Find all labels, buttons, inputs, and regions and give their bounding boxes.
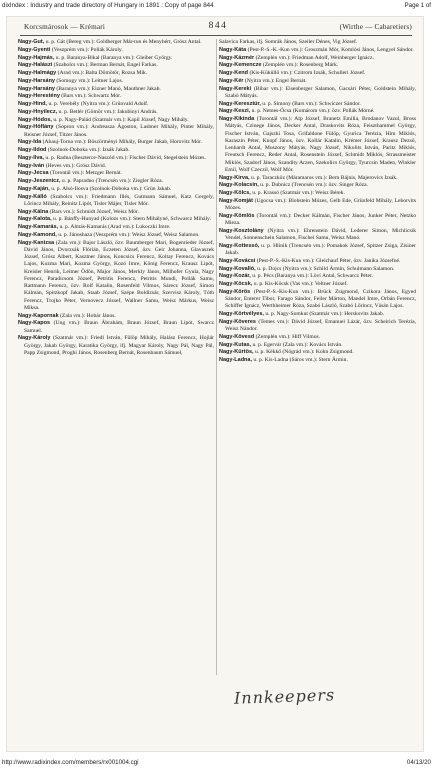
entry-place-name: Nagy-Gyenti	[18, 46, 51, 53]
entry-text: (Pest-P.-S.-K.-Kun vm.): Groszmán Mór, Komlósi János, Lengyel Sándor.	[247, 46, 414, 53]
entry-text: (Bars vm.): Schmidt József, Weisz Mór.	[49, 208, 139, 215]
entry-place-name: Nagy-Jeszenicz,	[18, 178, 61, 184]
entry-text: (Veszprém vm.): Pollák Károly.	[51, 46, 123, 53]
entry-text: u. p. Simony (Bars vm.): Schwiczer Sándor.	[262, 100, 361, 107]
directory-entry	[219, 273, 416, 280]
entry-text: (Sopron vm.): Andreasza Ágoston, Lasbner Mihály, Pinter Mihály, Reisner József, Titzer János.	[24, 124, 214, 138]
entry-place-name: Nagy-Hind,	[18, 101, 48, 107]
entry-text: (Torontál vm.): Metzger Bernát.	[49, 170, 122, 177]
directory-entry	[18, 70, 214, 77]
entry-place-name: Nagy-Hajmás,	[18, 54, 55, 61]
directory-entry	[219, 228, 416, 243]
directory-entry	[18, 224, 214, 231]
entry-text: (Baranya vm.): Eizner Manó, Mauthner Jakab.	[56, 85, 161, 92]
entry-text: u. p. Pécs (Baranya vm.): Löví Antal, Schwarcz Péter.	[252, 273, 373, 280]
entry-text: (Zemplén vm.): Rosenberg Márk.	[262, 62, 339, 69]
directory-entry	[219, 86, 416, 101]
entry-place-name: Nagy-Kapornak	[18, 312, 59, 319]
directory-entry	[18, 55, 214, 62]
entry-text: (Kis-Küküllő vm.): Czitrom Izsák, Schulleri József.	[249, 70, 366, 76]
directory-entry	[219, 116, 416, 174]
running-head	[24, 21, 412, 33]
entry-text: u. p. Verebély (Nyitra vm.): Grünvald Adolf.	[48, 101, 149, 107]
directory-entry	[219, 198, 416, 213]
entry-place-name: Nagy-Kottessó,	[219, 242, 260, 249]
directory-entry	[18, 186, 214, 193]
directory-entry	[219, 175, 416, 182]
page-number: 844	[208, 21, 228, 31]
entry-text: (Ung vm.): Braun Ábrahám, Braun József, Braun Lipót, Swarcz Samuel.	[24, 320, 214, 334]
directory-entry	[219, 182, 416, 189]
entry-place-name: Nagy-Kálló	[18, 193, 47, 200]
entry-text: (Ugocsa vm.): Blobstein Mózes, Gelb Ede, Grünfeld Mihály, Leborvits Mózes.	[225, 197, 416, 211]
directory-entry	[219, 243, 416, 258]
running-head-left: Korcsmárosok — Krémari	[24, 23, 106, 31]
directory-entry	[18, 147, 214, 154]
print-footer-date: 04/13/20	[406, 759, 431, 766]
directory-entry	[18, 335, 214, 357]
browser-print-header	[0, 0, 433, 12]
entry-place-name: Nagy-Kovácsi	[219, 257, 256, 264]
entry-text: u. p. Egervár (Zala vm.): Kovács István.	[252, 341, 343, 348]
directory-entry	[219, 281, 416, 288]
entry-place-name: Nagy-Kamond,	[18, 231, 57, 238]
column-divider	[216, 39, 217, 675]
directory-entry	[18, 139, 214, 146]
directory-entry	[219, 213, 416, 228]
directory-entry	[18, 62, 214, 69]
directory-entry	[219, 78, 416, 85]
print-header-page-count: Page 1 of	[404, 2, 431, 9]
entry-text: u. p. Nagy-Somkut (Szatmár vm.): Herskovits Jakab.	[265, 311, 385, 317]
left-column	[18, 39, 214, 677]
entry-place-name: Nagy-Ida	[18, 139, 42, 146]
entry-place-name: Nagy-Herestény	[18, 93, 60, 100]
entry-text: (Temes vm.): Dávid József, Emanuel Lázár, özv. Scheirich Terézia, Weisz Nándor.	[225, 318, 416, 332]
directory-entry	[18, 313, 214, 320]
directory-entry	[18, 194, 214, 209]
entry-place-name: Nagy-Kosztolány	[219, 227, 264, 234]
entry-place-name: Nagy-Hódos,	[18, 116, 52, 123]
directory-entry	[18, 163, 214, 170]
directory-entry	[18, 240, 214, 313]
entry-text: u. p. Papradno (Trencsén vm.): Ziegler Róza.	[61, 178, 163, 184]
entry-place-name: Nagy-Köcsk,	[219, 281, 253, 287]
entry-text: u. p. Betlér (Gömör vm.): Jakubinyi András.	[58, 108, 158, 115]
directory-entry	[18, 178, 214, 185]
directory-entry	[18, 170, 214, 177]
entry-place-name: Nagy-Harsány	[18, 85, 55, 92]
entry-place-name: Nagy-Kapos	[18, 320, 51, 327]
directory-entry	[219, 349, 416, 356]
entry-text: (Pest-P.-S.-Kis-Kun vm.): Brück Zsigmond, Czikora János, Egyed Sándor, Enterer Tibor, Farago Sándor, Feiler Márton, Mandel Imre, Orbán Ferencz, Schiffer Ignácz, Werthheimer Róza, Szabó László, Szabó Lőrincz, Vásán Lajos.	[225, 288, 416, 310]
entry-place-name: Nagy-Ilva,	[18, 154, 44, 161]
entry-text: u. p. Almás-Kamarás (Arad vm.): Lukoczki Imre.	[59, 224, 171, 230]
entry-text: u. p. Nagy-Palád (Szatmár vm.): Kapil József, Nagy Mihály.	[53, 116, 189, 123]
entry-place-name: Nagy-Kikinda	[219, 116, 255, 122]
entry-place-name: Nagy-Kamarás,	[18, 224, 59, 230]
entry-place-name: Nagy-Kálna	[18, 208, 49, 215]
entry-place-name: Nagy-Kér	[219, 77, 244, 84]
entry-text: (Bihar vm.): Eisenberger Salamon, Gacsári Péter, Goldstein Mihály, Szabó Mátyás.	[225, 85, 416, 99]
directory-entry	[18, 216, 214, 223]
entry-place-name: Nagy-Ladna,	[219, 357, 253, 363]
print-header-title: dixIndex : Industry and trade directory of Hungary in 1891 : Copy of page 844	[2, 2, 214, 9]
directory-entry	[18, 109, 214, 116]
entry-place-name: Nagy-Keszi,	[219, 108, 251, 115]
entry-text: (Heves vm.): Grósz Dávid.	[45, 162, 107, 169]
entry-place-name: Nagy-Iván	[18, 162, 45, 169]
directory-entry	[219, 357, 416, 364]
entry-text: Salavica Farkas, ifj. Somrák János, Szeiler Dénes, Vig József.	[219, 39, 358, 45]
directory-entry	[18, 93, 214, 100]
entry-text: (Nyitra vm.): Ehrenstein Dávid, Lederer Simon, Michlicsik Vendel, Sonnenschein Salamon, Fischel Samu, Weisz Manó.	[225, 227, 416, 241]
entry-place-name: Nagy-Ildod	[18, 147, 47, 153]
scanned-directory-page	[6, 16, 424, 752]
entry-text: u. p. Kis-Ladna (Sáros vm.): Stern Ármin.	[253, 357, 348, 363]
entry-text: (Pest-P.-S.-Kis-Kun vm.): Gleichauf Péter, özv. Janika Józsefné.	[256, 257, 401, 264]
entry-text: (Zemplén vm.): Friedman Adolf, Weinberger Ignácz.	[255, 54, 374, 61]
entry-text: (Szatmár vm.): Friedl István, Fülöp Mihály, Halász Ferencz, Hojlár György, Jakab György, Karatika György, ifj. Magyar Károly, Nagy Pál, Nagy Pál, Papp Zsigmond, Proghi János, Rosenberg Bernát, Rosenbaum Sámuel,	[24, 335, 214, 356]
directory-entry	[18, 86, 214, 93]
entry-text: u. p. Dojcs (Nyitra vm.): Schild Ármin, Schulmann Salamon.	[257, 265, 395, 272]
entry-place-name: Nagy-Kutas,	[219, 341, 252, 348]
directory-entry	[18, 117, 214, 124]
entry-text: u. p. Radna (Beszterce-Naszód vm.): Fischer Dávid, Stegelstein Mózes.	[45, 154, 206, 161]
entry-text: u. p. Jánoshaza (Veszprém vm.): Weisz József, Weisz Salamon.	[58, 231, 200, 238]
directory-entry	[18, 47, 214, 54]
entry-place-name: Nagy-Kereki	[219, 85, 252, 92]
directory-entry	[219, 190, 416, 197]
entry-text: (Torontál vm.): Alp József, Branetz Emilia, Brodanov Vazul, Bross Mátyás, Czinege János, Decker Antal, Draskovits Róza, Feiszthammel György, Fischer István, Gajszki Tosa, Grifaldone Fülöp, Gyurica Terézia, Him Miklós, Karaszin Péter, Knopf János, özv. Kollár Katalin, Krémer József, Krausz Dezső, Lenhardt Antal, Muszony Mátyás, Nagy József, Nikolits István, Paritz Miklós, Freutsch Ferencz, Reder Antal, Rosenstein József, Schmidt Miklós, Strassmeister Miklós, Szadorf János, Szandity Arzen, Szekolics György, Tyurcsin Maden, Winkler Emil, Wolf Czeczil, Wolf Mór.	[225, 116, 416, 173]
entry-place-name: Nagy-Kanizsa	[18, 239, 55, 246]
entry-text: (Arad vm.): Balta Dömötör, Rozsa Mik.	[57, 70, 148, 76]
directory-entry	[219, 289, 416, 311]
entry-place-name: Nagy-Kirva,	[219, 174, 250, 181]
entry-text: u. p. Gát (Bereg vm.): Goldberger Már-ton és Menyhért, Grósz Antal.	[45, 39, 202, 45]
entry-text: u. p. Baranya-Bikal (Baranya vm.): Gleiber György.	[55, 54, 173, 61]
directory-entry	[18, 155, 214, 162]
entry-place-name: Nagy-Kázmér	[219, 54, 255, 61]
directory-entry	[219, 334, 416, 341]
entry-text: (Nyitra vm.): Engel Bernát.	[244, 77, 307, 84]
entry-text: (Zala vm.): Hobár János.	[60, 312, 116, 319]
entry-place-name: Nagy-Kemencze	[219, 62, 262, 69]
entry-place-name: Nagy-Harsány	[18, 77, 55, 84]
entry-text: (Szabolcs vm.): Berman Bernát, Engel Farkas.	[53, 62, 158, 69]
entry-text: u. p. Hlinik (Trencsén vm.): Pomakok József, Spitzer Zsiga, Zisiner Jakab.	[225, 242, 416, 256]
entry-place-name: Nagy-Káta	[219, 46, 247, 53]
directory-entry	[219, 266, 416, 273]
entry-place-name: Nagy-Kölcs,	[219, 190, 251, 196]
entry-place-name: Nagy-Halmágy	[18, 70, 57, 76]
entry-text: u. p. Krassó (Szatmár vm.): Weisz Bérek.	[252, 190, 345, 196]
entry-place-name: Nagy-Kend	[219, 70, 249, 76]
entry-place-name: Nagy-Hnyilecz,	[18, 108, 58, 115]
directory-entry	[219, 101, 416, 108]
entry-text: (Zala vm.): Bajor László, özv. Baumberger Mari, Bogenrieder József, Dávid János, Dvorzsák Flórián, Eczeten József, özv. Geir Johanna, Glavaszek József, Grósz Albert, Kasztner János, Koncsics Ferencz, Koltay Ferencz, Kovács Lajos, Kozma Mari, Kozma György, Kozó Imre, König Ferencz, Krausz Lipót, Kreisler Henrik, Leitner Ödön, Major János, Merkly János, Milhofer Gyula, Nagy Ferencz, Paradicsom József, Petritis Ferencz, Petritis Mundi, Pollák Samu, Rattmann Ferencz, özv. Rolf Katalin, Rosenfeld Vilmos, Sárecz József, Simon Kálmán, Spitzkopf Jakab, Staab József, Szépe Boldizsár, Szervisz Károly, Tóth Ferencz, Trojko Péter, Vernovecz József, Wallner Samu, Weisz Márkus, Weisz Miksa.	[24, 239, 214, 311]
entry-text: u. p. Dubnicz (Trencsén vm.): özv. Singer Róza.	[260, 182, 369, 189]
entry-text: (Zemplén vm.): Hiff Vilmos.	[255, 333, 321, 340]
entry-text: (Szabolcs vm.): Friedmann Illés, Gutmann Sámuel, Katz Gergely, Lőrincz Mihály, Reinitz Lipót, Tisler Májer, Tisler Mór.	[24, 193, 214, 207]
directory-entry	[219, 70, 416, 77]
entry-place-name: Nagy-Kovalló,	[219, 265, 256, 272]
entry-place-name: Nagy-Károly	[18, 335, 51, 342]
entry-place-name: Nagy-Körtvélyes,	[219, 311, 264, 317]
entry-place-name: Nagy-Halászi	[18, 62, 53, 69]
directory-entry	[219, 39, 416, 46]
directory-entry	[219, 108, 416, 115]
entry-place-name: Nagy-Höflány	[18, 124, 54, 131]
directory-entry	[18, 39, 214, 46]
browser-print-footer	[0, 758, 433, 770]
entry-place-name: Nagy-Körös	[219, 288, 251, 295]
directory-entry	[219, 47, 416, 54]
right-column	[219, 39, 416, 677]
entry-place-name: Nagy-Komját	[219, 197, 253, 204]
entry-text: u. p. Alsó-Ilosva (Szolnok-Doboka vm.): Grün Jakab.	[51, 185, 172, 192]
entry-text: u. p. Kékkő (Nógrád vm.): Kohn Zsigmond.	[254, 349, 354, 356]
entry-text: u. p. Bánffy-Hunyad (Kolozs vm.): Stern Mihályné, Schwarcz Mihály.	[53, 216, 211, 223]
entry-place-name: Nagy-Gut,	[18, 39, 45, 45]
directory-entry	[219, 319, 416, 334]
running-head-right: (Wirthe — Cabaretiers)	[339, 23, 412, 31]
entry-text: (Torontál vm.): Decker Kálmán, Fischer János, Junker Péter, Netzko Mieza.	[225, 212, 416, 226]
entry-text: (Somogy vm.): Leitner Lajos.	[56, 77, 124, 84]
entry-text: u. p. Kis-Köcsk (Vas vm.): Veltner József.	[253, 281, 348, 287]
directory-entry	[18, 78, 214, 85]
directory-entry	[18, 320, 214, 335]
entry-place-name: Nagy-Kaján,	[18, 185, 50, 192]
entry-place-name: Nagy-Kozár,	[219, 273, 251, 280]
handwritten-annotation: Innkeepers	[233, 685, 336, 708]
entry-place-name: Nagy-Kolacsin,	[219, 182, 259, 189]
directory-entry	[18, 124, 214, 139]
entry-place-name: Nagy-Jecsa	[18, 170, 49, 177]
directory-entry	[219, 258, 416, 265]
print-footer-url: http://www.radixindex.com/members/rx001004.cgi	[2, 759, 139, 766]
directory-entry	[219, 62, 416, 69]
entry-place-name: Nagy-Köveres	[219, 318, 256, 325]
entry-text: u. p. Taraczköz (Máramaros vm.): Bern Bájnis, Majerovics Izsák.	[250, 174, 398, 181]
entry-place-name: Nagy-Keresztúr,	[219, 100, 261, 107]
entry-place-name: Nagy-Kürtös,	[219, 349, 254, 356]
entry-text: (Abauj-Torna vm.): Böszörményi Mihály, Burger Jakab, Horovitz Mór.	[42, 139, 202, 146]
directory-entry	[219, 55, 416, 62]
directory-entry	[18, 101, 214, 108]
entry-place-name: Nagy-Kömlös	[219, 212, 255, 219]
entry-place-name: Nagy-Kövesd	[219, 333, 255, 340]
directory-entry	[219, 311, 416, 318]
directory-entry	[18, 232, 214, 239]
directory-entry	[18, 209, 214, 216]
header-rule	[20, 35, 412, 36]
entry-text: u. p. Nemes-Ócsa (Komárom vm.): özv. Pollák Mórné.	[251, 108, 375, 115]
entry-text: (Bars vm.): Schwartz Mór.	[61, 93, 122, 100]
entry-text: (Szolnok-Doboka vm.): Izsák Jakab.	[47, 147, 130, 153]
entry-place-name: Nagy-Kalota,	[18, 216, 52, 223]
directory-entry	[219, 342, 416, 349]
